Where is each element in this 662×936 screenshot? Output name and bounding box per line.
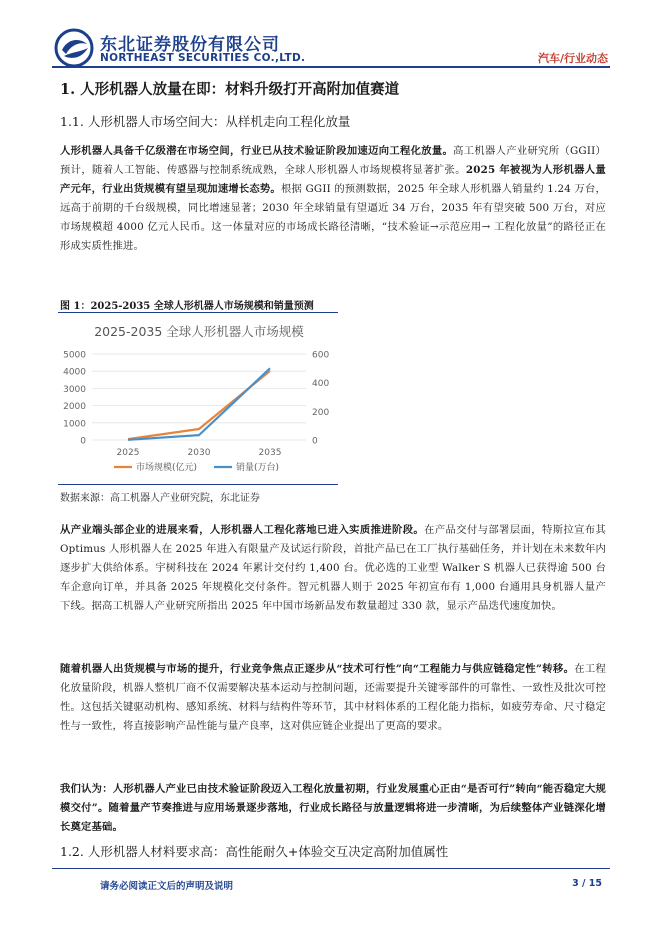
footer-divider xyxy=(52,868,610,869)
y-left-tick-label: 2000 xyxy=(63,402,86,413)
logo-emblem-icon xyxy=(54,28,98,68)
paragraph-market-size xyxy=(60,142,606,256)
chart-legend xyxy=(114,461,279,473)
figure-bottom-rule xyxy=(58,484,338,485)
footer-notice: 请务必阅读正文后的声明及说明 xyxy=(100,881,234,892)
heading-1: 1. 人形机器人放量在即：材料升级打开高附加值赛道 xyxy=(60,81,400,98)
series-line-market-size xyxy=(128,371,270,439)
chart-title: 2025-2035 全球人形机器人市场规模 xyxy=(94,324,304,339)
para1-text-b: 根据 GGII 的预测数据，2025 年全球人形机器人销量约 1.24 万台，远高于前期的千台级规模，同比增速显著；2030 年全球销量有望逼近 34 万台，2035 年有望突破 500 万台，对应市场规模超 4000 亿元人民币。这一体量对应的市场成长路径清晰，“技术验证→示范应用→ 工程化放量”的路径正在形成实质性推进。 xyxy=(60,183,606,252)
y-left-tick-label: 3000 xyxy=(63,384,86,395)
para1-bold-b: 2025 年被视为人形机器人量产元年，行业出货规模有望呈现加速增长态势。 xyxy=(60,164,606,195)
y-left-tick-label: 0 xyxy=(80,436,86,447)
market-forecast-chart xyxy=(60,314,338,482)
y-right-tick-label: 400 xyxy=(312,379,330,390)
x-tick-label: 2035 xyxy=(258,448,282,458)
para1-text-a: 高工机器人产业研究所（GGII）预计，随着人工智能、传感器与控制系统成熟，全球人形机器人市场规模将显著扩张。 xyxy=(60,145,606,176)
heading-1-1: 1.1. 人形机器人市场空间大：从样机走向工程化放量 xyxy=(60,114,351,129)
heading-1-2: 1.2. 人形机器人材料要求高：高性能耐久+体验交互决定高附加值属性 xyxy=(60,844,449,859)
para3-text: 在工程化放量阶段，机器人整机厂商不仅需要解决基本运动与控制问题，还需要提升关键零部件的可靠性、一致性及批次可控性。这包括关键驱动机构、感知系统、材料与结构件等环节，其中材料体系的工程化能力指标，如疲劳寿命、尺寸稳定性与一致性，将直接影响产品性能与量产良率，这对供应链企业提出了更高的要求。 xyxy=(60,663,606,732)
x-axis xyxy=(117,448,282,458)
y-left-tick-label: 5000 xyxy=(63,350,86,361)
y-left-tick-label: 1000 xyxy=(63,419,86,430)
page-number: 3 / 15 xyxy=(572,878,602,889)
paragraph-competition-shift xyxy=(60,660,606,736)
paragraph-conclusion xyxy=(60,780,606,837)
para4-bold: 我们认为：人形机器人产业已由技术验证阶段迈入工程化放量初期，行业发展重心正由“是否可行”转向“能否稳定大规模交付”。随着量产节奏推进与应用场景逐步落地，行业成长路径与放量逻辑将进一步清晰，为后续整体产业链深化增长奠定基础。 xyxy=(60,783,606,833)
x-tick-label: 2030 xyxy=(187,448,211,458)
figure-caption: 图 1：2025-2035 全球人形机器人市场规模和销量预测 xyxy=(60,301,314,312)
figure-source: 数据来源：高工机器人产业研究院，东北证券 xyxy=(60,493,260,504)
legend-label-sales: 销量(万台) xyxy=(236,463,280,473)
para1-bold-a: 人形机器人具备千亿级潜在市场空间，行业已从技术验证阶段加速迈向工程化放量。 xyxy=(60,145,454,157)
y-left-tick-label: 4000 xyxy=(63,367,86,378)
legend-label-market-size: 市场规模(亿元) xyxy=(136,463,198,473)
y-right-tick-label: 0 xyxy=(312,436,318,447)
para2-text: 在产品交付与部署层面，特斯拉宣布其 Optimus 人形机器人在 2025 年进入有限量产及试运行阶段，首批产品已在工厂执行基础任务，并计划在未来数年内逐步扩大供给体系。宇树科技在 2024 年累计交付约 1,400 台。优必选的工业型 Walker S 机器人已获得逾 500 台车企意向订单，并具备 2025 年规模化交付条件。智元机器人则于 2025 年初宣布有 1,000 台通用具身机器人量产下线。据高工机器人产业研究所指出 2025 年中国市场新品发布数量超过 330 款，显示产品迭代速度加快。 xyxy=(60,524,606,612)
chart-grid xyxy=(92,354,306,440)
para3-bold: 随着机器人出货规模与市场的提升，行业竞争焦点正逐步从“技术可行性”向“工程能力与供应链稳定性”转移。 xyxy=(60,663,575,675)
chart-series xyxy=(128,368,270,439)
header-divider xyxy=(52,66,610,68)
company-name-cn: 东北证券股份有限公司 xyxy=(100,35,280,55)
company-name-en: NORTHEAST SECURITIES CO.,LTD. xyxy=(100,52,306,64)
y-right-tick-label: 200 xyxy=(312,407,330,418)
y-axis-left xyxy=(63,351,86,447)
figure-top-rule xyxy=(58,312,338,313)
y-axis-right xyxy=(312,351,329,447)
para2-bold: 从产业端头部企业的进展来看，人形机器人工程化落地已进入实质推进阶段。 xyxy=(60,524,425,536)
paragraph-industry-progress xyxy=(60,521,606,616)
y-right-tick-label: 600 xyxy=(312,350,330,361)
x-tick-label: 2025 xyxy=(116,448,140,458)
section-tag: 汽车/行业动态 xyxy=(537,52,608,65)
